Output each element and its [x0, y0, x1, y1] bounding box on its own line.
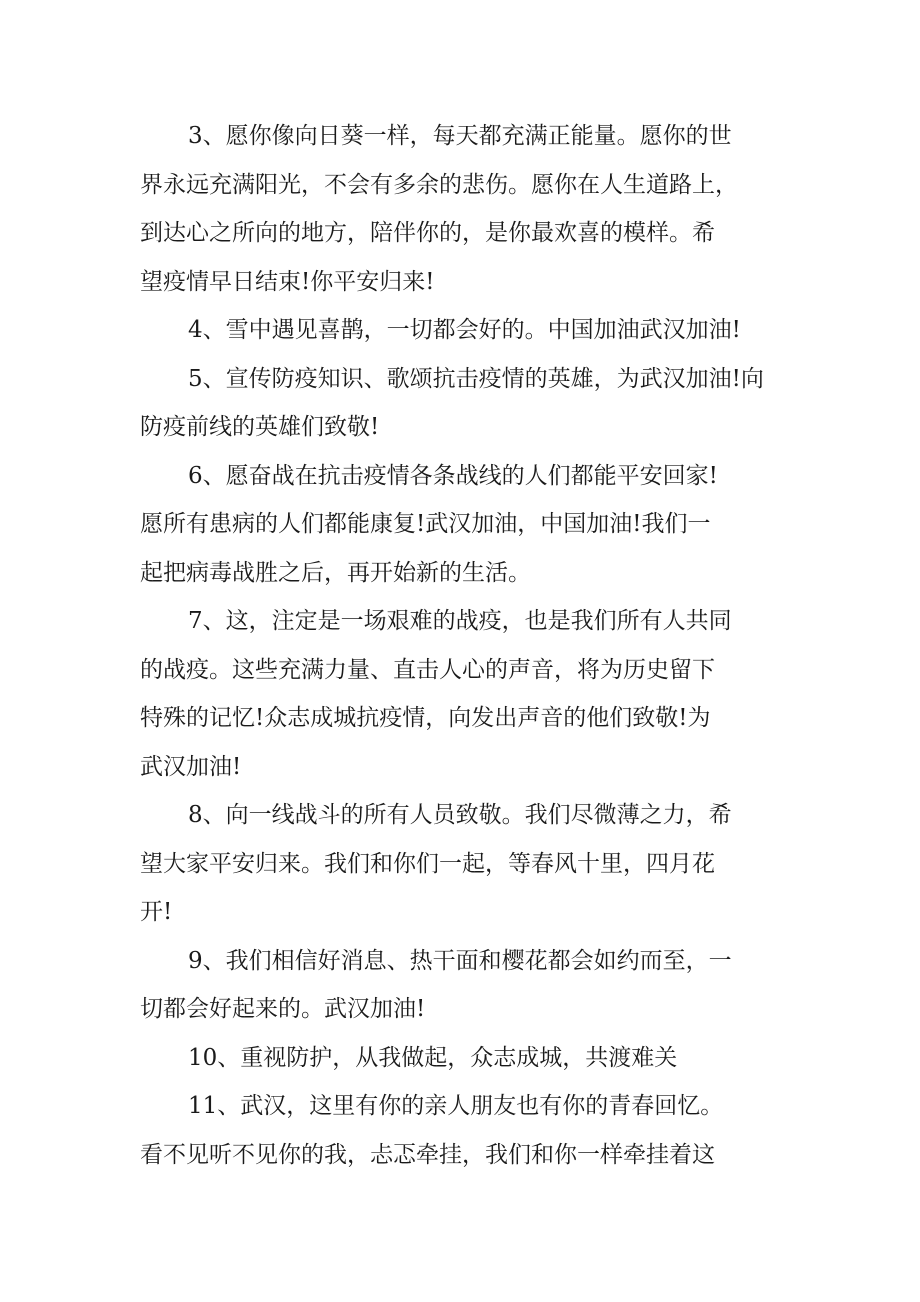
text-line: 5、宣传防疫知识、歌颂抗击疫情的英雄，为武汉加油!向: [188, 365, 764, 392]
text-line: 开!: [140, 899, 173, 925]
document-body: [140, 112, 780, 1179]
text-line: 9、我们相信好消息、热干面和樱花都会如约而至，一: [188, 947, 732, 974]
text-line: 防疫前线的英雄们致敬!: [140, 414, 380, 440]
text-line: 武汉加油!: [140, 753, 242, 780]
text-line: 11、武汉，这里有你的亲人朋友也有你的青春回忆。: [188, 1093, 724, 1119]
text-line: 起把病毒战胜之后，再开始新的生活。: [140, 559, 531, 586]
text-line: 10、重视防护，从我做起，众志成城，共渡难关: [188, 1044, 678, 1071]
text-line: 看不见听不见你的我，忐忑牵挂，我们和你一样牵挂着这: [140, 1141, 715, 1168]
text-line: 3、愿你像向日葵一样，每天都充满正能量。愿你的世: [188, 123, 732, 149]
text-line: 的战疫。这些充满力量、直击人心的声音，将为历史留下: [140, 656, 715, 683]
text-line: 4、雪中遇见喜鹊，一切都会好的。中国加油武汉加油!: [188, 317, 741, 343]
text-line: 愿所有患病的人们都能康复!武汉加油，中国加油!我们一: [140, 511, 711, 537]
text-line: 到达心之所向的地方，陪伴你的，是你最欢喜的模样。希: [140, 220, 715, 246]
text-line: 7、这，注定是一场艰难的战疫，也是我们所有人共同: [188, 608, 732, 634]
text-line: 特殊的记忆!众志成城抗疫情，向发出声音的他们致敬!为: [140, 705, 711, 731]
text-line: 望大家平安归来。我们和你们一起，等春风十里，四月花: [140, 850, 715, 877]
text-line: 切都会好起来的。武汉加油!: [140, 996, 426, 1022]
text-line: 界永远充满阳光，不会有多余的悲伤。愿你在人生道路上，: [140, 171, 738, 198]
text-line: 望疫情早日结束!你平安归来!: [140, 268, 435, 295]
text-line: 8、向一线战斗的所有人员致敬。我们尽微薄之力，希: [188, 802, 732, 828]
text-line: 6、愿奋战在抗击疫情各条战线的人们都能平安回家!: [188, 462, 718, 489]
